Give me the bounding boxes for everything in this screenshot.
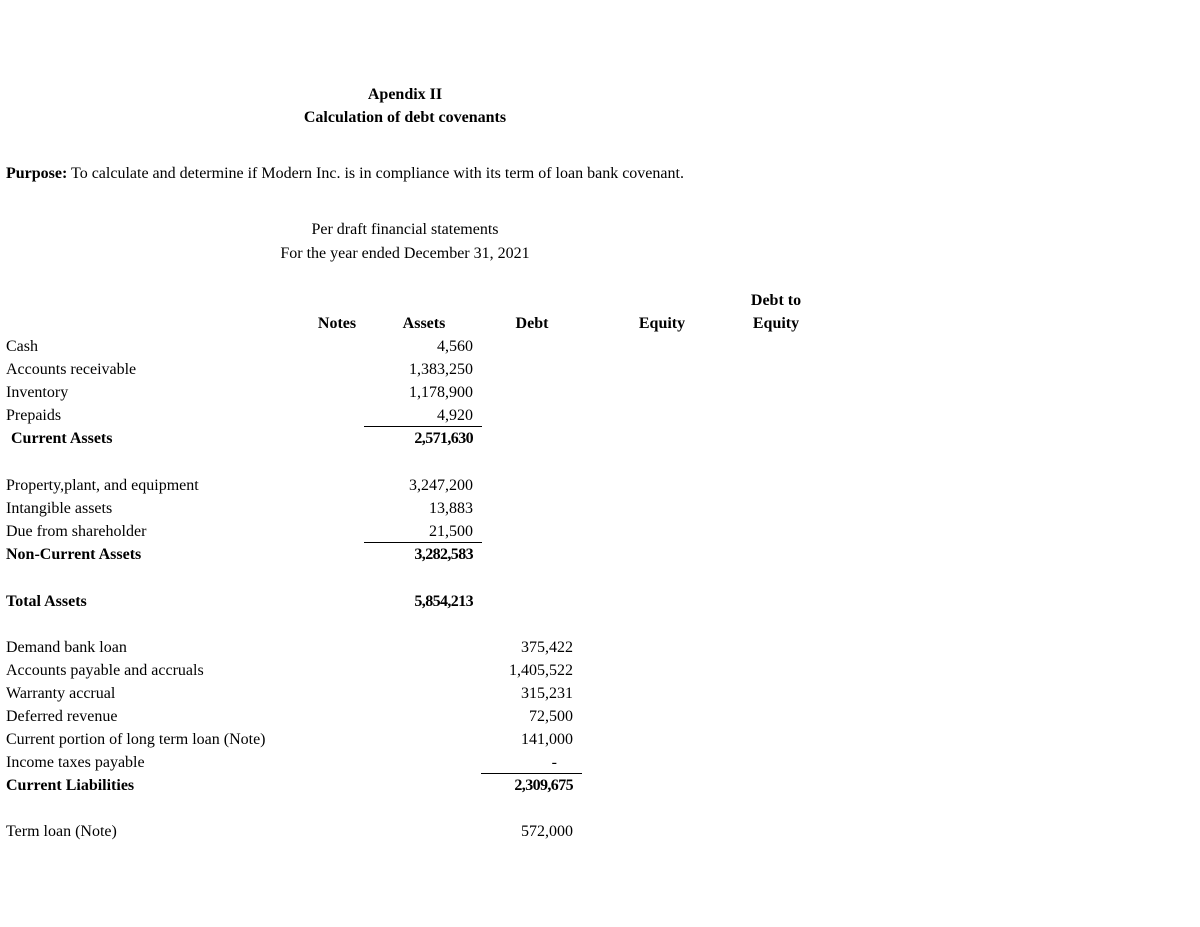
subtotal-row (0, 543, 1200, 566)
row-label-current-assets: Current Assets (11, 430, 113, 447)
non-current-assets-total: 3,282,583 (414, 546, 473, 563)
table-row (0, 682, 1200, 705)
column-header-debt-to-equity: Debt to (750, 292, 802, 309)
row-label-inventory: Inventory (6, 384, 69, 401)
page-title: Apendix II (367, 86, 443, 103)
current-portion-ltl-debt-value: 141,000 (521, 731, 573, 748)
subtotal-row (0, 427, 1200, 450)
row-label-warranty-accrual: Warranty accrual (6, 685, 116, 702)
row-label-due-from-shareholder: Due from shareholder (6, 523, 147, 540)
table-row (0, 497, 1200, 520)
purpose-statement (6, 164, 684, 184)
row-label-term-loan: Term loan (Note) (6, 823, 117, 840)
inventory-assets-value: 1,178,900 (409, 384, 473, 401)
current-assets-total: 2,571,630 (414, 430, 473, 447)
table-row (0, 404, 1200, 427)
prepaids-assets-value: 4,920 (364, 404, 482, 427)
table-row (0, 659, 1200, 682)
warranty-accrual-debt-value: 315,231 (521, 685, 573, 702)
table-row (0, 358, 1200, 381)
row-label-total-assets: Total Assets (6, 593, 87, 610)
row-label-ppe: Property,plant, and equipment (6, 477, 199, 494)
subtotal-row (0, 774, 1200, 797)
column-header-equity: Equity (638, 315, 686, 332)
row-label-income-taxes-payable: Income taxes payable (6, 754, 145, 771)
accounts-receivable-assets-value: 1,383,250 (409, 361, 473, 378)
table-row (0, 381, 1200, 404)
table-row (0, 636, 1200, 659)
row-label-deferred-revenue: Deferred revenue (6, 708, 118, 725)
row-label-intangible-assets: Intangible assets (6, 500, 113, 517)
statement-period: For the year ended December 31, 2021 (280, 245, 530, 262)
table-row (0, 474, 1200, 497)
total-row (0, 590, 1200, 613)
intangible-assets-value: 13,883 (429, 500, 473, 517)
total-assets-value: 5,854,213 (414, 593, 473, 610)
row-label-accounts-receivable: Accounts receivable (6, 361, 137, 378)
column-header-debt: Debt (515, 315, 549, 332)
purpose-label: Purpose: (6, 165, 68, 182)
row-label-current-liabilities: Current Liabilities (6, 777, 135, 794)
current-liabilities-total: 2,309,675 (514, 777, 573, 794)
table-row (0, 520, 1200, 543)
demand-bank-loan-debt-value: 375,422 (521, 639, 573, 656)
row-label-prepaids: Prepaids (6, 407, 62, 424)
deferred-revenue-debt-value: 72,500 (529, 708, 573, 725)
column-header-notes: Notes (317, 315, 357, 332)
table-row (0, 705, 1200, 728)
row-label-demand-bank-loan: Demand bank loan (6, 639, 127, 656)
column-header-debt-to-equity-line2: Equity (752, 315, 800, 332)
row-label-cash: Cash (6, 338, 38, 355)
income-taxes-payable-debt-value: - (481, 751, 582, 774)
cash-assets-value: 4,560 (437, 338, 473, 355)
page-subtitle: Calculation of debt covenants (303, 109, 507, 126)
table-row (0, 751, 1200, 774)
row-label-accounts-payable: Accounts payable and accruals (6, 662, 204, 679)
term-loan-debt-value: 572,000 (521, 823, 573, 840)
table-row (0, 728, 1200, 751)
purpose-text: To calculate and determine if Modern Inc. is in compliance with its term of loan bank covenant. (67, 165, 684, 182)
statement-basis: Per draft financial statements (311, 221, 499, 238)
row-label-non-current-assets: Non-Current Assets (6, 546, 142, 563)
table-row (0, 820, 1200, 843)
table-row (0, 335, 1200, 358)
column-header-assets: Assets (402, 315, 446, 332)
accounts-payable-debt-value: 1,405,522 (509, 662, 573, 679)
row-label-current-portion-ltl: Current portion of long term loan (Note) (6, 731, 266, 748)
due-from-shareholder-assets-value: 21,500 (364, 520, 482, 543)
ppe-assets-value: 3,247,200 (409, 477, 473, 494)
